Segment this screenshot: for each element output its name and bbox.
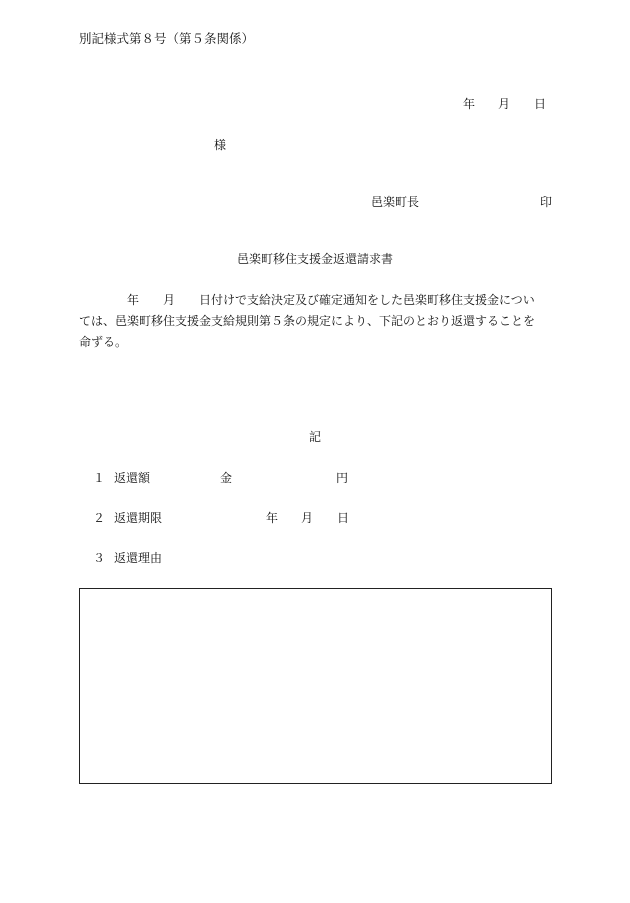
item-1-number: １ — [93, 471, 106, 485]
item-3-label: 返還理由 — [114, 551, 163, 565]
recipient-honorific: 様 — [214, 138, 227, 152]
issue-date-month-label: 月 — [498, 97, 511, 111]
item-1-currency-prefix: 金 — [220, 471, 233, 485]
issue-date-day-label: 日 — [534, 97, 547, 111]
item-2-number: ２ — [93, 511, 106, 525]
form-number: 別記様式第８号（第５条関係） — [79, 31, 255, 46]
item-3-number: ３ — [93, 551, 106, 565]
item-1-label: 返還額 — [114, 471, 151, 485]
record-label: 記 — [308, 430, 321, 444]
deadline-month-label: 月 — [301, 511, 314, 525]
item-1-currency-unit: 円 — [336, 471, 349, 485]
body-line-3: 命ずる。 — [79, 335, 128, 349]
issue-date-year-label: 年 — [463, 97, 476, 111]
body-line-2: ては、邑楽町移住支援金支給規則第５条の規定により、下記のとおり返還することを — [79, 314, 536, 328]
document-body — [79, 290, 549, 353]
item-2-label: 返還期限 — [114, 511, 163, 525]
issuer-title: 邑楽町長 — [371, 195, 420, 209]
deadline-day-label: 日 — [337, 511, 350, 525]
issuer-seal-label: 印 — [540, 195, 553, 209]
document-title: 邑楽町移住支援金返還請求書 — [236, 252, 393, 266]
return-reason-box — [79, 588, 552, 784]
deadline-year-label: 年 — [266, 511, 279, 525]
body-line-1: 年 月 日付けで支給決定及び確定通知をした邑楽町移住支援金につい — [79, 293, 535, 307]
